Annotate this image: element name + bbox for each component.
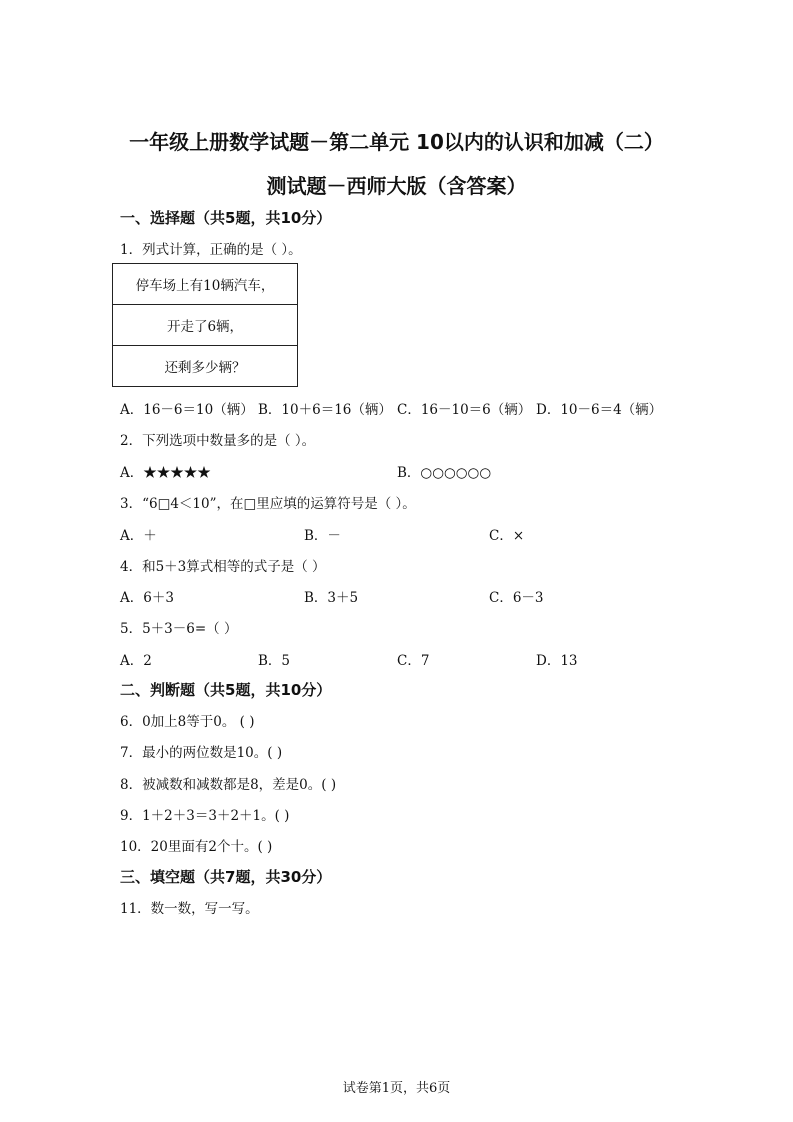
- question-4-option-a: A．6＋3: [120, 590, 174, 606]
- question-5-stem: 5．5＋3－6=（ ）: [120, 621, 238, 637]
- question-7: 7．最小的两位数是10。( ): [120, 745, 283, 761]
- section-heading-choice: 一、选择题（共5题，共10分）: [120, 209, 332, 227]
- section-heading-judge: 二、判断题（共5题，共10分）: [120, 681, 332, 699]
- question-2-option-b: B．○○○○○○: [397, 465, 492, 481]
- title-line-1: 一年级上册数学试题－第二单元 10以内的认识和加减（二）: [129, 130, 664, 154]
- word-problem-row-2: 开走了6辆，: [113, 305, 298, 346]
- question-1-option-d: D．10－6＝4（辆）: [536, 402, 663, 418]
- question-6: 6．0加上8等于0。 ( ): [120, 714, 255, 730]
- question-11-stem: 11．数一数，写一写。: [120, 901, 259, 917]
- question-9: 9．1＋2＋3＝3＋2＋1。( ): [120, 808, 290, 824]
- question-1-stem: 1．列式计算，正确的是（ ）。: [120, 242, 302, 258]
- question-4-option-c: C．6－3: [489, 590, 544, 606]
- title-line-2: 测试题－西师大版（含答案）: [266, 174, 527, 198]
- question-1-option-c: C．16－10＝6（辆）: [397, 402, 532, 418]
- word-problem-table: [112, 263, 298, 387]
- question-3-option-a: A．＋: [120, 528, 157, 544]
- question-1-option-a: A．16－6＝10（辆）: [120, 402, 254, 418]
- question-5-option-a: A．2: [120, 653, 152, 669]
- question-8: 8．被减数和减数都是8，差是0。( ): [120, 777, 337, 793]
- question-4-option-b: B．3＋5: [304, 590, 359, 606]
- question-3-stem: 3．“6□4＜10”，在□里应填的运算符号是（ ）。: [120, 496, 416, 512]
- question-3-option-b: B．－: [304, 528, 341, 544]
- question-5-option-c: C．7: [397, 653, 430, 669]
- section-heading-fill: 三、填空题（共7题，共30分）: [120, 868, 332, 886]
- question-1-option-b: B．10＋6＝16（辆）: [258, 402, 392, 418]
- question-2-stem: 2．下列选项中数量多的是（ ）。: [120, 433, 316, 449]
- word-problem-row-3: 还剩多少辆？: [113, 346, 298, 387]
- question-3-option-c: C．×: [489, 528, 525, 544]
- question-10: 10．20里面有2个十。( ): [120, 839, 273, 855]
- word-problem-row-1: 停车场上有10辆汽车，: [113, 264, 298, 305]
- question-5-option-d: D．13: [536, 653, 578, 669]
- question-4-stem: 4．和5＋3算式相等的式子是（ ）: [120, 559, 326, 575]
- page-footer: 试卷第1页，共6页: [342, 1081, 451, 1096]
- question-2-option-a: A．★★★★★: [120, 465, 211, 481]
- question-5-option-b: B．5: [258, 653, 291, 669]
